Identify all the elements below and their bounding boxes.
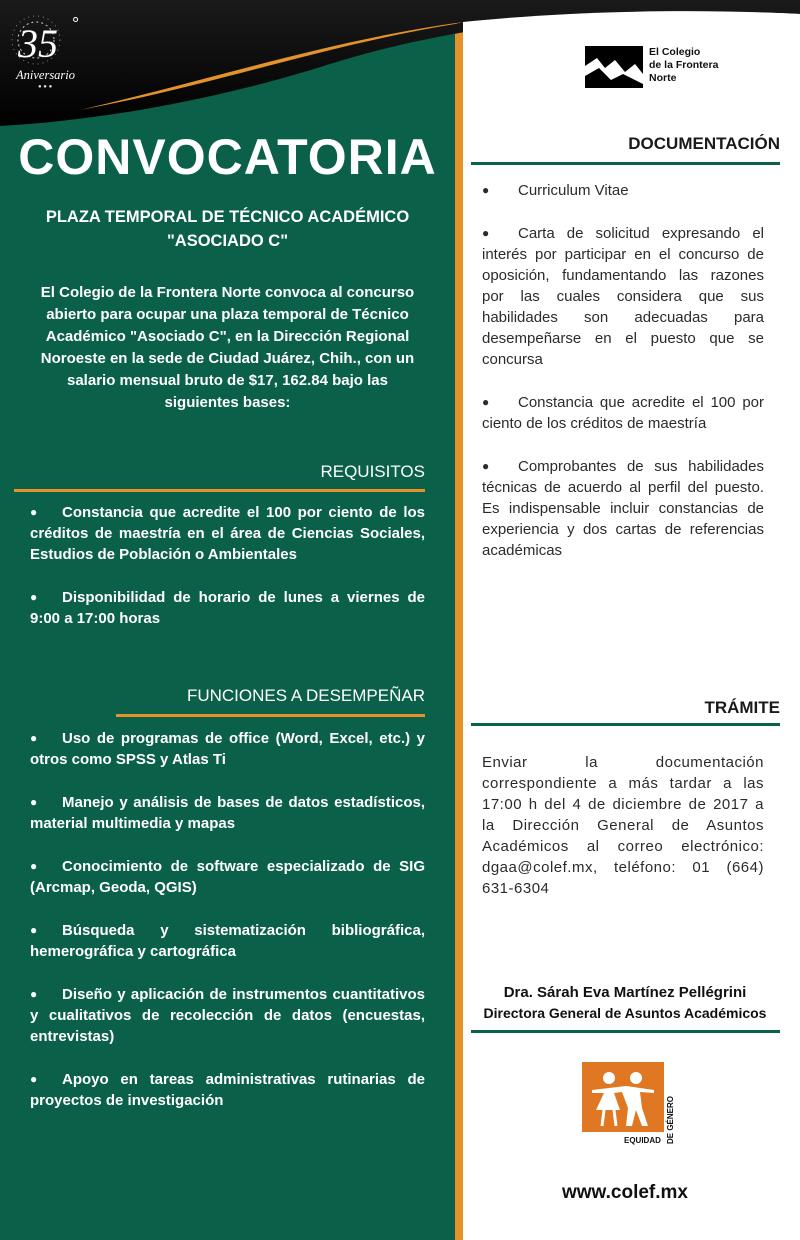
bullet-icon: ● <box>30 1072 38 1086</box>
list-item: ● Disponibilidad de horario de lunes a viernes de 9:00 a 17:00 horas <box>30 589 425 627</box>
list-item: ● Diseño y aplicación de instrumentos cuantitativos y cualitativos de recolección de datos (encuestas, entrevistas) <box>30 986 425 1045</box>
signer-title: Directora General de Asuntos Académicos <box>483 1005 767 1021</box>
anniversary-number: 35 <box>18 21 58 66</box>
tramite-heading: TRÁMITE <box>704 698 780 717</box>
documentacion-heading: DOCUMENTACIÓN <box>628 134 780 153</box>
signer-name: Dra. Sárah Eva Martínez Pellégrini <box>503 984 747 1001</box>
bullet-icon: ● <box>482 226 490 240</box>
bullet-icon: ● <box>30 731 38 745</box>
list-item: ● Constancia que acredite el 100 por ciento de los créditos de maestría en el área de Ciencias Sociales, Estudios de Población o Ambientales <box>30 504 425 563</box>
intro-paragraph: El Colegio de la Frontera Norte convoca al concurso abierto para ocupar una plaza temporal de Técnico Académico "Asociado C", en la Dirección Regional Noroeste en la sede de Ciudad Juárez, Chih., con un salario mensual bruto de $17, 162.84 bajo las siguientes bases: <box>40 284 415 411</box>
anniversary-dots-icon: ● ● ● <box>38 84 53 90</box>
orange-divider-strip <box>455 0 463 1240</box>
anniversary-logo <box>6 10 96 94</box>
subtitle-line-1: PLAZA TEMPORAL DE TÉCNICO ACADÉMICO <box>45 208 410 226</box>
list-item: ● Conocimiento de software especializado de SIG (Arcmap, Geoda, QGIS) <box>30 858 425 896</box>
bullet-icon: ● <box>30 923 38 937</box>
list-item: ● Apoyo en tareas administrativas rutinarias de proyectos de investigación <box>30 1071 425 1109</box>
funciones-list <box>30 728 425 1133</box>
bullet-icon: ● <box>482 395 490 409</box>
tramite-paragraph: Enviar la documentación correspondiente a más tardar a las 17:00 h del 4 de diciembre de 2017 a la Dirección General de Asuntos Académicos al correo electrónico: dgaa@colef.mx, teléfono: 01 (664) 631-6304 <box>482 754 764 897</box>
requisitos-heading: REQUISITOS <box>320 462 425 481</box>
signature-rule <box>471 1030 780 1033</box>
documentacion-rule <box>471 162 780 165</box>
list-item: ● Curriculum Vitae <box>482 182 629 199</box>
colef-logo-line-3: Norte <box>649 72 677 84</box>
documentacion-list <box>482 180 764 583</box>
colef-logo-line-2: de la Frontera <box>649 59 719 71</box>
colef-logo-text <box>649 46 718 85</box>
page-title: CONVOCATORIA <box>18 129 437 185</box>
position-subtitle <box>20 205 435 253</box>
list-item: ● Búsqueda y sistematización bibliográfica, hemerográfica y cartográfica <box>30 922 425 960</box>
bullet-icon: ● <box>30 987 38 1001</box>
equidad-label-1: EQUIDAD <box>624 1136 661 1145</box>
equidad-figures-icon <box>582 1062 664 1132</box>
list-item: ● Carta de solicitud expresando el interés por participar en el concurso de oposición, fundamentando las razones por las cuales considera que sus habilidades son adecuadas para desempeñarse en el puesto que se concursa <box>482 225 764 368</box>
bullet-icon: ● <box>30 795 38 809</box>
requisitos-list <box>30 502 425 651</box>
website-link[interactable]: www.colef.mx <box>562 1182 688 1203</box>
bullet-icon: ● <box>30 859 38 873</box>
subtitle-line-2: "ASOCIADO C" <box>166 232 289 250</box>
list-item: ● Uso de programas de office (Word, Excel, etc.) y otros como SPSS y Atlas Ti <box>30 730 425 768</box>
tramite-rule <box>471 723 780 726</box>
funciones-heading: FUNCIONES A DESEMPEÑAR <box>186 686 425 705</box>
anniversary-degree: ° <box>72 14 80 34</box>
requisitos-rule <box>14 489 425 492</box>
colef-logo-line-1: El Colegio <box>649 46 701 58</box>
bullet-icon: ● <box>30 590 38 604</box>
equidad-genero-logo <box>582 1062 690 1152</box>
funciones-rule <box>116 714 425 717</box>
colef-mountain-icon <box>585 46 643 88</box>
anniversary-label: Aniversario <box>16 68 76 82</box>
list-item: ● Comprobantes de sus habilidades técnicas de acuerdo al perfil del puesto. Es indispensable incluir constancias de experiencia y dos cartas de referencias académicas <box>482 458 764 559</box>
bullet-icon: ● <box>482 183 490 197</box>
bullet-icon: ● <box>30 505 38 519</box>
bullet-icon: ● <box>482 459 490 473</box>
colef-logo <box>585 46 735 94</box>
list-item: ● Manejo y análisis de bases de datos estadísticos, material multimedia y mapas <box>30 794 425 832</box>
list-item: ● Constancia que acredite el 100 por ciento de los créditos de maestría <box>482 394 764 432</box>
equidad-label-2: DE GÉNERO <box>666 1095 675 1144</box>
